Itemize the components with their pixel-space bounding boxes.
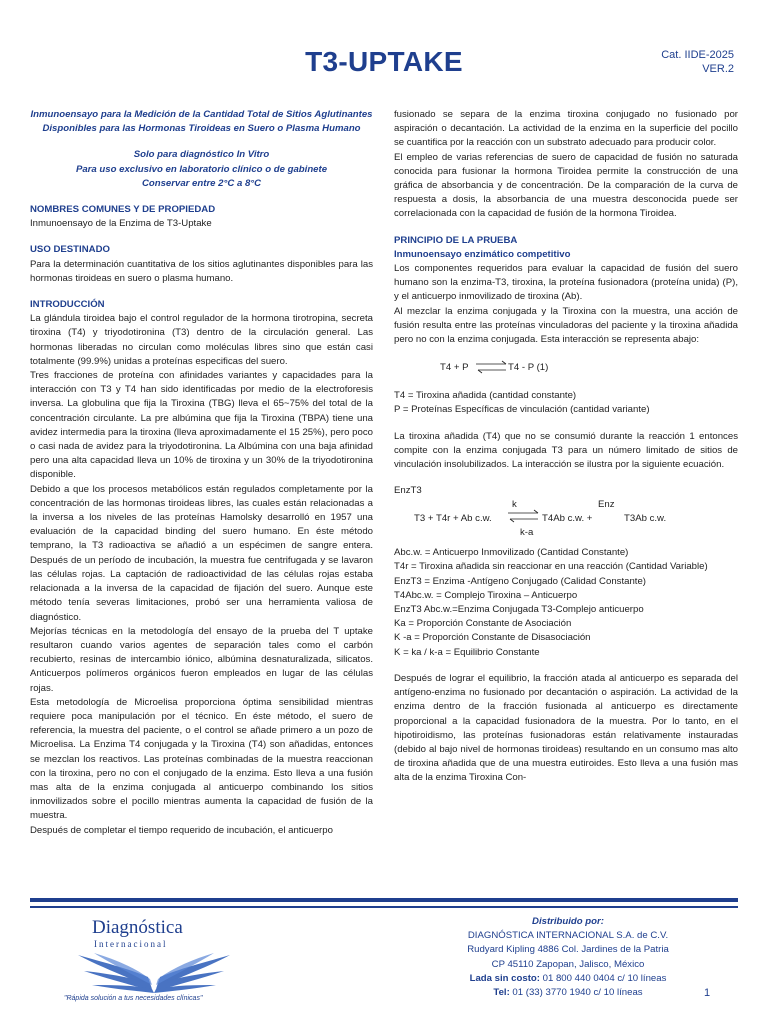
definition: T4r = Tiroxina añadida sin reaccionar en una reacción (Cantidad Variable)	[394, 561, 708, 573]
section-heading-introduccion: INTRODUCCIÓN	[30, 299, 105, 311]
equation-term: T3 + T4r + Ab c.w.	[414, 513, 492, 525]
rate-constant-k: k	[512, 499, 517, 511]
paragraph: La glándula tiroidea bajo el control regulador de la hormona tirotropina, secreta tiroxina (T4) y triyodotironina (T3) dentro de la circulación general. Las hormonas liberadas no circulan como moléculas libres sino que están casi totalmente (99.9%) unidas a proteínas especificas del suero.	[30, 313, 373, 367]
page-number: 1	[704, 987, 711, 999]
footer-divider-thin	[30, 906, 738, 908]
distributor-address: Rudyard Kipling 4886 Col. Jardines de la Patria	[467, 944, 669, 956]
distributor-company: DIAGNÓSTICA INTERNACIONAL S.A. de C.V.	[467, 930, 669, 942]
left-column	[30, 108, 373, 838]
distributor-title: Distribuido por:	[532, 916, 604, 927]
paragraph: Mejorías técnicas en la metodología del ensayo de la prueba del T uptake resultaron cuando varios agentes de separación tales como el carbón recubierto, resinas de intercambio iónico, albúmina desnaturalizada, silicatos. Anticuerpos polímeros orgánicos fueron empleados en lugar de las células rojas.	[30, 625, 373, 694]
distributor-phone	[418, 986, 718, 1000]
distributor-info	[418, 915, 718, 1000]
section-heading-principio: PRINCIPIO DE LA PRUEBA	[394, 234, 518, 246]
document-title: T3-UPTAKE	[305, 46, 463, 77]
definition: Ka = Proporción Constante de Asociación	[394, 618, 572, 630]
definition: K -a = Proporción Constante de Disasociación	[394, 632, 591, 644]
paragraph: El empleo de varias referencias de suero de capacidad de fusión no saturada conocida para fusionar la hormona Tiroidea permite la construcción de una gráfica de absorbancia y de concentración. De la comparación de la curva de respuesta a dosis, la absorbancia de una muestra desconocida puede ser correlacionada con la capacidad de fusión de la hormona Tiroidea.	[394, 151, 738, 220]
distributor-toll-free	[418, 972, 718, 986]
definition: P = Proteínas Específicas de vinculación (cantidad variante)	[394, 404, 650, 416]
storage-note: Conservar entre 2°C a 8°C	[141, 177, 262, 189]
assay-description: Inmunoensayo para la Medición de la Cantidad Total de Sitios Aglutinantes Disponibles para las Hormonas Tiroideas en Suero o Plasma Humano	[30, 109, 373, 135]
paragraph: Los componentes requeridos para evaluar la capacidad de fusión del suero humano son la enzima-T3, tiroxina, la proteína fusionadora (proteína unida) (P), y el anticuerpo inmovilizado de tiroxina (Ab).	[394, 263, 738, 303]
section-heading-uso: USO DESTINADO	[30, 244, 110, 256]
distributor-city: CP 45110 Zapopan, Jalisco, México	[491, 958, 645, 970]
definition: Abc.w. = Anticuerpo Inmovilizado (Cantidad Constante)	[394, 547, 629, 559]
paragraph: La tiroxina añadida (T4) que no se consumió durante la reacción 1 entonces compite con la enzima conjugada T3 para un número limitado de sitios de vinculación insolubilizados. La interacción se ilustra por la siguiente ecuación.	[394, 430, 738, 471]
paragraph: Inmunoensayo de la Enzima de T3-Uptake	[30, 218, 212, 230]
definition: EnzT3 = Enzima -Antígeno Conjugado (Calidad Constante)	[394, 575, 646, 587]
equation-2	[394, 484, 738, 539]
paragraph: Tres fracciones de proteína con afinidades variantes y capacidades para la interacción con T3 y T4 han sido identificadas por medio de la electroforesis inversa. La globulina que fija la Tiroxina (TBG) lleva el 65~75% del total de la concentración circulante. La pre albúmina que fija la Tiroxina (TBPA) tiene una avidez intermedia para la tiroxina (lleva aproximadamente el 15 25%), pero poco o casi nada de avidez para la triyodotironina. La Albúmina con una baja afinidad pero una alta capacidad lleva un 10% de tiroxina y un 30% de la triyodotironina disponible.	[30, 370, 373, 481]
eagle-wings-icon	[74, 949, 234, 995]
right-column	[394, 108, 738, 786]
toll-free-label: Lada sin costo:	[469, 972, 540, 984]
logo-subtitle: Internacional	[94, 939, 168, 949]
paragraph: Para la determinación cuantitativa de los sitios aglutinantes disponibles para las hormonas tiroideas en suero o plasma humano.	[30, 258, 373, 284]
definition: K = ka / k-a = Equilibrio Constante	[394, 646, 540, 658]
toll-free-value: 01 800 440 0404 c/ 10 líneas	[539, 972, 667, 984]
enzyme-label: Enz	[598, 499, 615, 511]
rate-constant-k-a: k-a	[520, 527, 534, 539]
equation-term: T4 + P	[440, 362, 469, 374]
catalog-info	[661, 48, 734, 76]
section-heading-nombres: NOMBRES COMUNES Y DE PROPIEDAD	[30, 204, 216, 216]
footer-divider	[30, 898, 738, 902]
definition: T4 = Tiroxina añadida (cantidad constante)	[394, 390, 577, 402]
paragraph: Al mezclar la enzima conjugada y la Tiroxina con la muestra, una acción de fusión resulta entre las proteínas vinculadoras del paciente y la tiroxina añadida pero no con la enzima conjugada. Esta interacción se representa abajo:	[394, 305, 738, 346]
equation-term: T3Ab c.w.	[624, 513, 667, 525]
definition: EnzT3 Abc.w.=Enzima Conjugada T3-Complejo anticuerpo	[394, 604, 644, 616]
phone-label: Tel:	[493, 987, 510, 999]
subsection-heading: Inmunoensayo enzimático competitivo	[394, 248, 571, 260]
logo-name: Diagnóstica	[92, 917, 183, 938]
equation-1	[394, 351, 738, 383]
catalog-number: Cat. IIDE-2025	[661, 49, 734, 61]
logo-tagline: "Rápida solución a tus necesidades clínicas"	[64, 995, 203, 1002]
equilibrium-arrow-icon	[474, 360, 510, 374]
paragraph: Esta metodología de Microelisa proporciona óptima sensibilidad mientras requiere poca manipulación por el técnico. En éste método, el suero de referencia, la muestra del paciente, o el control se añade primero a un pozo de Microelisa. La Enzima T4 conjugada y la Tiroxina (T4) son añadidas, entonces se mezclan los reactivos. Las proteínas combinadas de la muestra reaccionan con la tiroxina, pero no con el conjugado de la enzima. Esto lleva a una fusión mas alta de la enzima conjugada al anticuerpo combinando los sitios inmovilizados sobre el pocillo mientras aumenta la capacidad de fusión de la muestra.	[30, 696, 373, 822]
paragraph: Después de completar el tiempo requerido de incubación, el anticuerpo	[30, 824, 333, 836]
version-label: VER.2	[702, 63, 734, 75]
equation-term: T4 - P (1)	[508, 362, 549, 374]
paragraph: Después de lograr el equilibrio, la fracción atada al anticuerpo es separada del antígeno-enzima no fusionado por decantación o aspiración. La actividad de la enzima dentro de la fracción fusionada al anticuerpo es directamente proporcional a la capacidad fusionadora de la muestra. Por lo tanto, en el hipotiroidismo, las proteínas fusionadoras están relativamente instauradas (debido al bajo nivel de hormonas tiroideas) resultando en un consumo mas alto de tiroxina añadida que de una muestra eutiroides. Esto lleva a una fusión mas alta de la enzima Tiroxina Con-	[394, 672, 738, 784]
definition: T4Abc.w. = Complejo Tiroxina – Anticuerpo	[394, 589, 578, 601]
equation-label: EnzT3	[394, 485, 422, 497]
equation-term: T4Ab c.w. +	[542, 513, 593, 525]
equilibrium-arrow-icon	[506, 509, 542, 523]
paragraph: Debido a que los procesos metabólicos están regulados completamente por la concentración de las hormonas tiroideas libres, las cuales están relacionadas a la inversa a los niveles de las proteínas Hamolsky desarrolló en 1957 una evaluación de la capacidad binding del suero humano. En éste método temprano, la T3 radioactiva se añadió a un espécimen de sangre entera. Después de un período de incubación, la muestra fue centrifugada y se lavaron las células rojas. La captación de radioactividad de las células rojas estaba relacionada a la inversa de la capacidad de fijación del suero. Aunque este método tenía severas limitaciones, probó ser una herramienta valiosa de diagnóstico.	[30, 483, 373, 623]
in-vitro-note: Solo para diagnóstico In Vitro	[133, 149, 270, 161]
lab-use-note: Para uso exclusivo en laboratorio clínico o de gabinete	[75, 163, 328, 175]
paragraph: fusionado se separa de la enzima tiroxina conjugado no fusionado por aspiración o decantación. La actividad de la enzima en la superficie del pocillo se cuantifica por la reacción con un substrato adecuado para producir color.	[394, 109, 738, 149]
phone-value: 01 (33) 3770 1940 c/ 10 líneas	[509, 987, 643, 999]
company-logo	[64, 915, 244, 1007]
